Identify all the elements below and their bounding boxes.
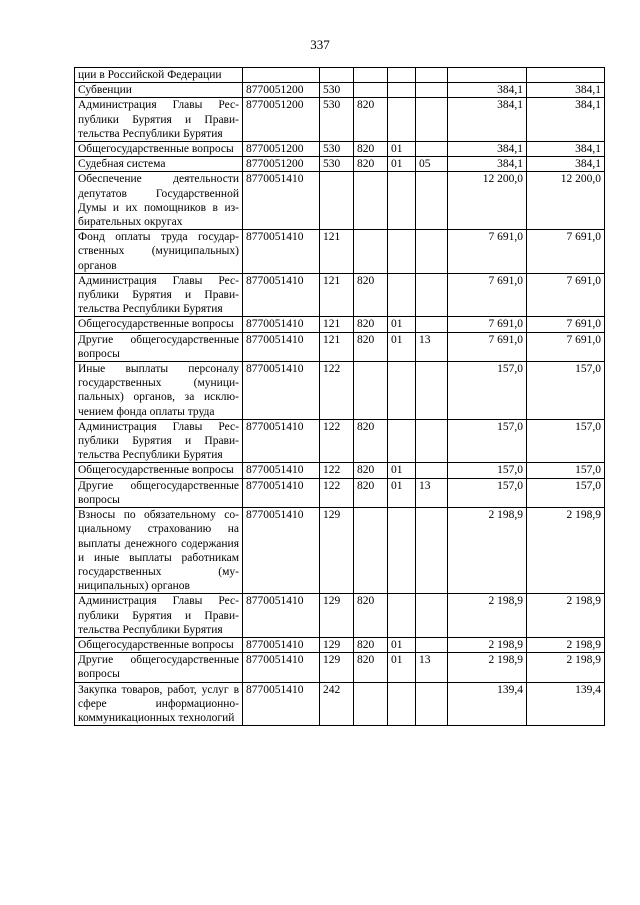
row-name: Фонд оплаты труда государственных (муниципальных) органов <box>75 230 243 274</box>
amount-year-1: 139,4 <box>448 682 527 726</box>
section-code: 01 <box>388 332 416 361</box>
amount-year-1: 157,0 <box>448 362 527 420</box>
target-article-code: 8770051200 <box>243 142 320 157</box>
amount-year-2: 139,4 <box>527 682 605 726</box>
administrator-code: 820 <box>354 332 388 361</box>
row-name: Закупка товаров, работ, услуг в сфере информационно-коммуникационных технологий <box>75 682 243 726</box>
row-name: Общегосударственные вопросы <box>75 637 243 652</box>
expense-type-code: 121 <box>320 273 354 317</box>
expense-type-code <box>320 68 354 83</box>
table-row <box>75 68 605 83</box>
administrator-code: 820 <box>354 419 388 463</box>
amount-year-2: 7 691,0 <box>527 332 605 361</box>
subsection-code <box>416 463 448 478</box>
target-article-code: 8770051410 <box>243 230 320 274</box>
subsection-code: 13 <box>416 653 448 682</box>
subsection-code <box>416 142 448 157</box>
administrator-code: 820 <box>354 463 388 478</box>
table-row <box>75 594 605 638</box>
amount-year-1: 2 198,9 <box>448 594 527 638</box>
administrator-code: 820 <box>354 98 388 142</box>
target-article-code <box>243 68 320 83</box>
row-name: Взносы по обязательному социальному страхованию на выплаты денежного содержания и иные выплаты работникам государственных (муниципальных) органов <box>75 508 243 594</box>
amount-year-1: 7 691,0 <box>448 273 527 317</box>
section-code <box>388 419 416 463</box>
amount-year-1: 7 691,0 <box>448 317 527 332</box>
target-article-code: 8770051410 <box>243 332 320 361</box>
budget-table <box>74 67 605 726</box>
section-code: 01 <box>388 637 416 652</box>
budget-table-body <box>75 68 605 726</box>
target-article-code: 8770051200 <box>243 83 320 98</box>
row-name: Администрация Главы Республики Бурятия и Правительства Республики Бурятия <box>75 419 243 463</box>
subsection-code <box>416 273 448 317</box>
section-code <box>388 230 416 274</box>
target-article-code: 8770051410 <box>243 653 320 682</box>
row-name: Другие общегосударственные вопросы <box>75 478 243 507</box>
expense-type-code: 121 <box>320 230 354 274</box>
section-code: 01 <box>388 653 416 682</box>
administrator-code <box>354 172 388 230</box>
amount-year-2: 2 198,9 <box>527 637 605 652</box>
section-code <box>388 682 416 726</box>
table-row <box>75 317 605 332</box>
expense-type-code: 129 <box>320 594 354 638</box>
amount-year-2: 7 691,0 <box>527 230 605 274</box>
table-row <box>75 362 605 420</box>
administrator-code <box>354 68 388 83</box>
table-row <box>75 478 605 507</box>
row-name: Администрация Главы Республики Бурятия и Правительства Республики Бурятия <box>75 273 243 317</box>
amount-year-1: 2 198,9 <box>448 637 527 652</box>
amount-year-1: 2 198,9 <box>448 508 527 594</box>
amount-year-1: 157,0 <box>448 419 527 463</box>
table-row <box>75 157 605 172</box>
row-name: Судебная система <box>75 157 243 172</box>
administrator-code: 820 <box>354 653 388 682</box>
section-code: 01 <box>388 157 416 172</box>
amount-year-1: 7 691,0 <box>448 230 527 274</box>
amount-year-2 <box>527 68 605 83</box>
subsection-code <box>416 637 448 652</box>
administrator-code: 820 <box>354 317 388 332</box>
expense-type-code: 530 <box>320 142 354 157</box>
row-name: Администрация Главы Республики Бурятия и Правительства Республики Бурятия <box>75 98 243 142</box>
subsection-code <box>416 172 448 230</box>
administrator-code <box>354 230 388 274</box>
table-row <box>75 653 605 682</box>
administrator-code <box>354 508 388 594</box>
amount-year-1: 7 691,0 <box>448 332 527 361</box>
amount-year-1: 384,1 <box>448 157 527 172</box>
amount-year-2: 2 198,9 <box>527 594 605 638</box>
target-article-code: 8770051410 <box>243 637 320 652</box>
row-name: Администрация Главы Республики Бурятия и Правительства Республики Бурятия <box>75 594 243 638</box>
amount-year-1 <box>448 68 527 83</box>
target-article-code: 8770051410 <box>243 508 320 594</box>
table-row <box>75 637 605 652</box>
table-row <box>75 98 605 142</box>
row-name: Обеспечение деятельности депутатов Государственной Думы и их помощников в избирательных округах <box>75 172 243 230</box>
table-row <box>75 463 605 478</box>
subsection-code <box>416 317 448 332</box>
expense-type-code: 121 <box>320 332 354 361</box>
amount-year-2: 384,1 <box>527 142 605 157</box>
row-name: Общегосударственные вопросы <box>75 317 243 332</box>
amount-year-2: 7 691,0 <box>527 317 605 332</box>
row-name: Другие общегосударственные вопросы <box>75 653 243 682</box>
expense-type-code: 242 <box>320 682 354 726</box>
target-article-code: 8770051410 <box>243 463 320 478</box>
administrator-code <box>354 83 388 98</box>
section-code <box>388 508 416 594</box>
row-name: Общегосударственные вопросы <box>75 142 243 157</box>
subsection-code: 05 <box>416 157 448 172</box>
row-name: Иные выплаты персоналу государственных (муниципальных) органов, за исключением фонда оплаты труда <box>75 362 243 420</box>
subsection-code <box>416 98 448 142</box>
section-code: 01 <box>388 142 416 157</box>
target-article-code: 8770051410 <box>243 594 320 638</box>
expense-type-code: 530 <box>320 98 354 142</box>
administrator-code: 820 <box>354 157 388 172</box>
amount-year-2: 2 198,9 <box>527 508 605 594</box>
amount-year-2: 157,0 <box>527 362 605 420</box>
table-row <box>75 273 605 317</box>
expense-type-code: 530 <box>320 157 354 172</box>
table-row <box>75 83 605 98</box>
table-row <box>75 142 605 157</box>
subsection-code <box>416 68 448 83</box>
section-code <box>388 172 416 230</box>
expense-type-code: 121 <box>320 317 354 332</box>
table-row <box>75 230 605 274</box>
page-number: 337 <box>310 37 330 52</box>
subsection-code <box>416 419 448 463</box>
table-row <box>75 172 605 230</box>
expense-type-code: 129 <box>320 653 354 682</box>
amount-year-2: 384,1 <box>527 98 605 142</box>
administrator-code <box>354 362 388 420</box>
administrator-code: 820 <box>354 478 388 507</box>
subsection-code <box>416 508 448 594</box>
section-code <box>388 273 416 317</box>
target-article-code: 8770051410 <box>243 419 320 463</box>
expense-type-code: 530 <box>320 83 354 98</box>
expense-type-code: 122 <box>320 419 354 463</box>
administrator-code <box>354 682 388 726</box>
table-row <box>75 332 605 361</box>
section-code <box>388 594 416 638</box>
amount-year-2: 2 198,9 <box>527 653 605 682</box>
amount-year-2: 157,0 <box>527 463 605 478</box>
row-name: Общегосударственные вопросы <box>75 463 243 478</box>
subsection-code <box>416 594 448 638</box>
target-article-code: 8770051410 <box>243 682 320 726</box>
row-name: Субвенции <box>75 83 243 98</box>
amount-year-2: 7 691,0 <box>527 273 605 317</box>
administrator-code: 820 <box>354 273 388 317</box>
subsection-code: 13 <box>416 332 448 361</box>
amount-year-1: 2 198,9 <box>448 653 527 682</box>
target-article-code: 8770051410 <box>243 172 320 230</box>
expense-type-code: 129 <box>320 508 354 594</box>
row-name: ции в Российской Федерации <box>75 68 243 83</box>
administrator-code: 820 <box>354 594 388 638</box>
section-code <box>388 362 416 420</box>
amount-year-1: 384,1 <box>448 83 527 98</box>
subsection-code <box>416 682 448 726</box>
target-article-code: 8770051410 <box>243 478 320 507</box>
amount-year-2: 12 200,0 <box>527 172 605 230</box>
amount-year-1: 12 200,0 <box>448 172 527 230</box>
amount-year-1: 384,1 <box>448 98 527 142</box>
amount-year-2: 157,0 <box>527 478 605 507</box>
amount-year-1: 384,1 <box>448 142 527 157</box>
table-row <box>75 419 605 463</box>
section-code: 01 <box>388 317 416 332</box>
section-code <box>388 83 416 98</box>
administrator-code: 820 <box>354 637 388 652</box>
section-code: 01 <box>388 463 416 478</box>
amount-year-2: 157,0 <box>527 419 605 463</box>
amount-year-2: 384,1 <box>527 83 605 98</box>
table-row <box>75 682 605 726</box>
table-row <box>75 508 605 594</box>
target-article-code: 8770051200 <box>243 157 320 172</box>
expense-type-code <box>320 172 354 230</box>
amount-year-2: 384,1 <box>527 157 605 172</box>
subsection-code <box>416 83 448 98</box>
administrator-code: 820 <box>354 142 388 157</box>
target-article-code: 8770051410 <box>243 273 320 317</box>
target-article-code: 8770051410 <box>243 362 320 420</box>
section-code: 01 <box>388 478 416 507</box>
expense-type-code: 122 <box>320 478 354 507</box>
section-code <box>388 68 416 83</box>
subsection-code: 13 <box>416 478 448 507</box>
section-code <box>388 98 416 142</box>
expense-type-code: 122 <box>320 362 354 420</box>
subsection-code <box>416 230 448 274</box>
subsection-code <box>416 362 448 420</box>
target-article-code: 8770051410 <box>243 317 320 332</box>
row-name: Другие общегосударственные вопросы <box>75 332 243 361</box>
expense-type-code: 122 <box>320 463 354 478</box>
target-article-code: 8770051200 <box>243 98 320 142</box>
expense-type-code: 129 <box>320 637 354 652</box>
amount-year-1: 157,0 <box>448 478 527 507</box>
amount-year-1: 157,0 <box>448 463 527 478</box>
